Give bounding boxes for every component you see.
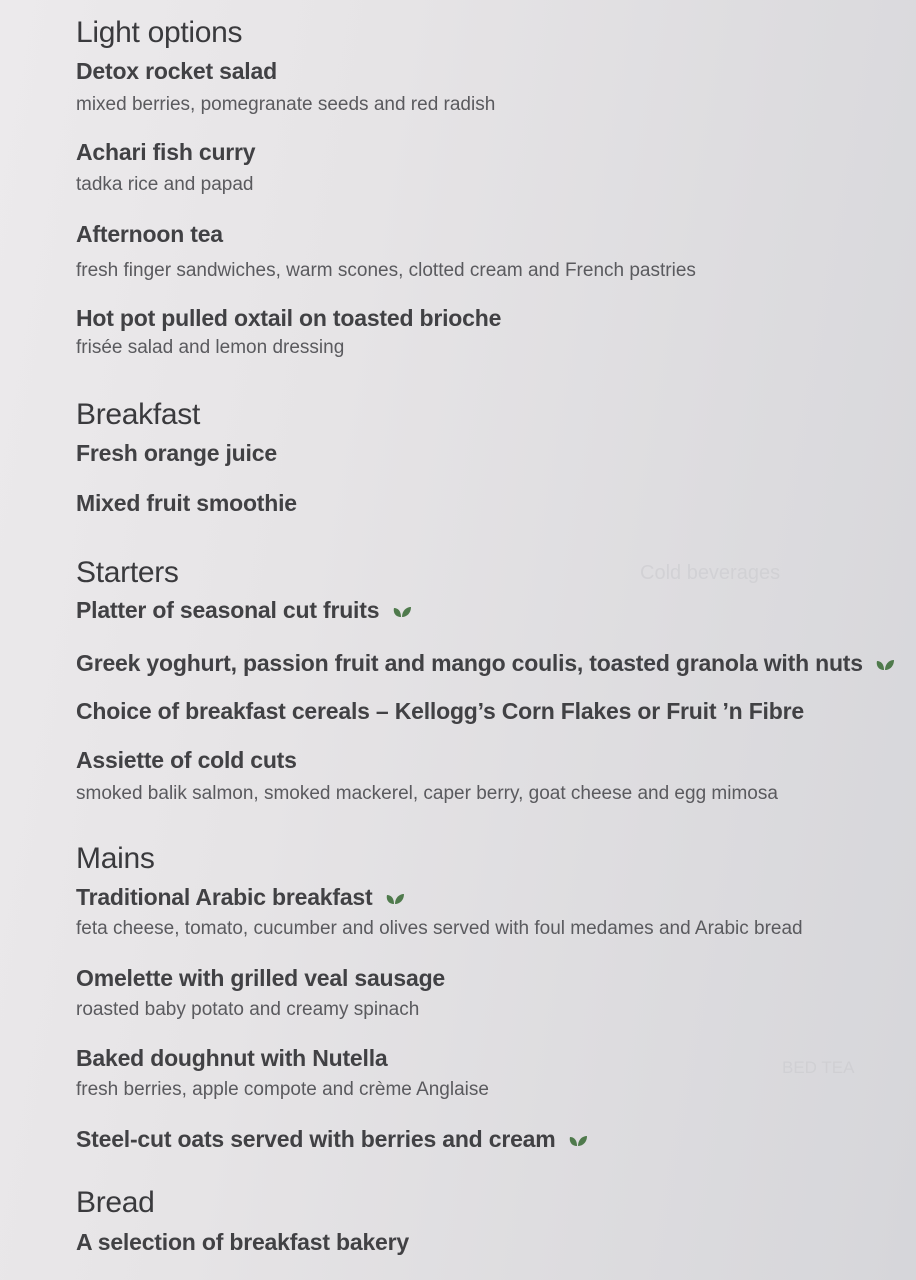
dish-name: Mixed fruit smoothie — [76, 490, 297, 516]
leaf-icon — [385, 885, 405, 912]
section-title-breakfast: Breakfast — [76, 398, 201, 431]
dish-name: Greek yoghurt, passion fruit and mango coulis, toasted granola with nuts — [76, 650, 863, 676]
dish-name: Achari fish curry — [76, 139, 256, 165]
dish-name: Detox rocket salad — [76, 58, 277, 84]
dish-name: A selection of breakfast bakery — [76, 1229, 409, 1255]
dish-name: Baked doughnut with Nutella — [76, 1045, 388, 1071]
dish-name: Platter of seasonal cut fruits — [76, 597, 380, 623]
dish-name: Omelette with grilled veal sausage — [76, 965, 446, 991]
dish-item — [76, 650, 895, 678]
dish-description: frisée salad and lemon dressing — [76, 337, 345, 358]
dish-name: Choice of breakfast cereals – Kellogg’s Corn Flakes or Fruit ’n Fibre — [76, 698, 804, 724]
leaf-icon — [392, 598, 412, 625]
leaf-icon — [875, 651, 895, 678]
leaf-icon — [568, 1127, 588, 1154]
section-title-mains: Mains — [76, 842, 155, 875]
dish-description: smoked balik salmon, smoked mackerel, caper berry, goat cheese and egg mimosa — [76, 783, 778, 804]
bleed-through-text: Cold beverages — [640, 562, 781, 584]
dish-description: mixed berries, pomegranate seeds and red radish — [76, 94, 496, 115]
dish-name: Fresh orange juice — [76, 440, 277, 466]
dish-description: tadka rice and papad — [76, 174, 254, 195]
dish-description: roasted baby potato and creamy spinach — [76, 999, 420, 1020]
dish-item — [76, 1126, 588, 1154]
dish-description: feta cheese, tomato, cucumber and olives served with foul medames and Arabic bread — [76, 918, 803, 939]
bleed-through-text: BED TEA — [782, 1058, 855, 1077]
dish-description: fresh finger sandwiches, warm scones, clotted cream and French pastries — [76, 260, 696, 281]
dish-name: Hot pot pulled oxtail on toasted brioche — [76, 305, 502, 331]
dish-name: Traditional Arabic breakfast — [76, 884, 373, 910]
section-title-starters: Starters — [76, 556, 179, 589]
dish-item — [76, 597, 412, 625]
section-title-light-options: Light options — [76, 16, 243, 49]
section-title-bread: Bread — [76, 1186, 155, 1219]
dish-description: fresh berries, apple compote and crème Anglaise — [76, 1079, 489, 1100]
dish-name: Steel-cut oats served with berries and cream — [76, 1126, 556, 1152]
dish-name: Afternoon tea — [76, 221, 223, 247]
dish-name: Assiette of cold cuts — [76, 747, 297, 773]
dish-item — [76, 884, 405, 912]
